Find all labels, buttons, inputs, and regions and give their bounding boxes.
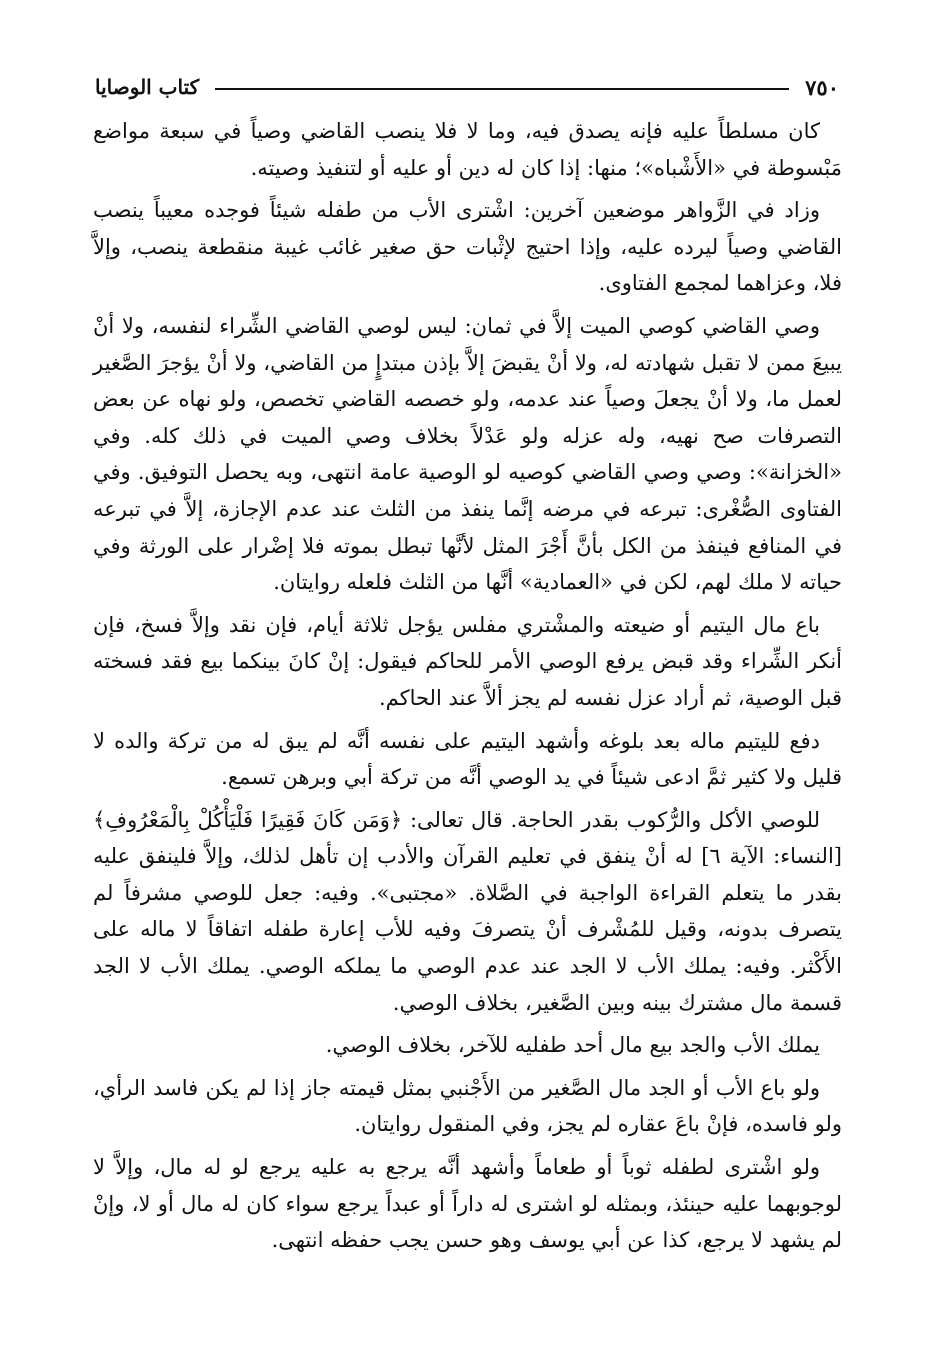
page-number: ٧٥٠ (805, 74, 839, 100)
paragraph: دفع لليتيم ماله بعد بلوغه وأشهد اليتيم على نفسه أنَّه لم يبق له من تركة والده لا قليل ولا كثير ثمَّ ادعى شيئاً في يد الوصي أنَّه من تركة أبي وبرهن تسمع. (93, 728, 842, 790)
paragraph: باع مال اليتيم أو ضيعته والمشْتري مفلس يؤجل ثلاثة أيام، فإن نقد وإلاَّ فسخ، فإن أنكر الشِّراء وقد قبض يرفع الوصي الأمر للحاكم فيقول: إنْ كانَ بينكما بيع فقد فسخته قبل الوصية، ثم أراد عزل نفسه لم يجز ألاَّ عند الحاكم. (93, 612, 842, 710)
paragraph: ولو باع الأب أو الجد مال الصَّغير من الأَجْنبي بمثل قيمته جاز إذا لم يكن فاسد الرأي، ولو فاسده، فإنْ باعَ عقاره لم يجز، وفي المنقول روايتان. (93, 1075, 842, 1137)
book-title: كتاب الوصايا (95, 75, 200, 99)
paragraph: ولو اشْترى لطفله ثوباً أو طعاماً وأشهد أنَّه يرجع به عليه يرجع لو له مال، وإلاَّ لا لوجوبهما عليه حينئذ، وبمثله لو اشترى له داراً أو عبداً يرجع سواء كان له مال أو لا، وإنْ لم يشهد لا يرجع، كذا عن أبي يوسف وهو حسن يجب حفظه انتهى. (93, 1155, 842, 1253)
paragraph: وصي القاضي كوصي الميت إلاَّ في ثمان: ليس لوصي القاضي الشِّراء لنفسه، ولا أنْ يبيعَ ممن لا تقبل شهادته له، ولا أنْ يقبضَ إلاَّ بإذن مبتدإٍ من القاضي، ولا أنْ يؤجرَ الصَّغير لعمل ما، ولا أنْ يجعلَ وصياً عند عدمه، ولو خصصه القاضي تخصص، ولو نهاه عن بعض التصرفات صح نهيه، وله عزله ولو عَدْلاً بخلاف وصي الميت في ذلك كله. وفي «الخزانة»: وصي وصي القاضي كوصيه لو الوصية عامة انتهى، وبه يحصل التوفيق. وفي الفتاوى الصُّغْرى: تبرعه في مرضه إنَّما ينفذ من الثلث عند عدم الإجازة، إلاَّ في تبرعه في المنافع فينفذ من الكل بأنَّ أَجْرَ المثل لأنَّها تبطل بموته فلا إضْرار على الورثة وفي حياته لا ملك لهم، لكن في «العمادية» أنَّها من الثلث فلعله روايتان. (93, 313, 842, 595)
paragraph: كان مسلطاً عليه فإنه يصدق فيه، وما لا فلا ينصب القاضي وصياً في سبعة مواضع مَبْسوطة في «الأَشْباه»؛ منها: إذا كان له دين أو عليه أو لتنفيذ وصيته. (93, 119, 842, 180)
paragraph: للوصي الأكل والرُّكوب بقدر الحاجة. قال تعالى: ﴿وَمَن كَانَ فَقِيرًا فَلْيَأْكُلْ بِالْمَعْرُوفِ﴾ [النساء: الآية ٦] له أنْ ينفق في تعليم القرآن والأدب إن تأهل لذلك، وإلاَّ فلينفق عليه بقدر ما يتعلم القراءة الواجبة في الصَّلاة. «مجتبى». وفيه: جعل للوصي مشرفاً لم يتصرف بدونه، وقيل للمُشْرف أنْ يتصرفَ وفيه للأب إعارة طفله اتفاقاً لا ماله على الأَكْثر. وفيه: يملك الأب لا الجد عند عدم الوصي ما يملكه الوصي. يملك الأب لا الجد قسمة مال مشترك بينه وبين الصَّغير، بخلاف الوصي. (93, 807, 842, 1015)
paragraph: يملك الأب والجد بيع مال أحد طفليه للآخر، بخلاف الوصي. (325, 1033, 820, 1058)
body-text (93, 113, 842, 1265)
running-header (95, 70, 839, 104)
header-rule (215, 88, 789, 90)
paragraph: وزاد في الزَّواهر موضعين آخرين: اشْترى الأب من طفله شيئاً فوجده معيباً ينصب القاضي وصياً ليرده عليه، وإذا احتيج لإثْبات حق صغير غائب غيبة منقطعة ينصب، وإلاَّ فلا، وعزاهما لمجمع الفتاوى. (93, 198, 842, 296)
